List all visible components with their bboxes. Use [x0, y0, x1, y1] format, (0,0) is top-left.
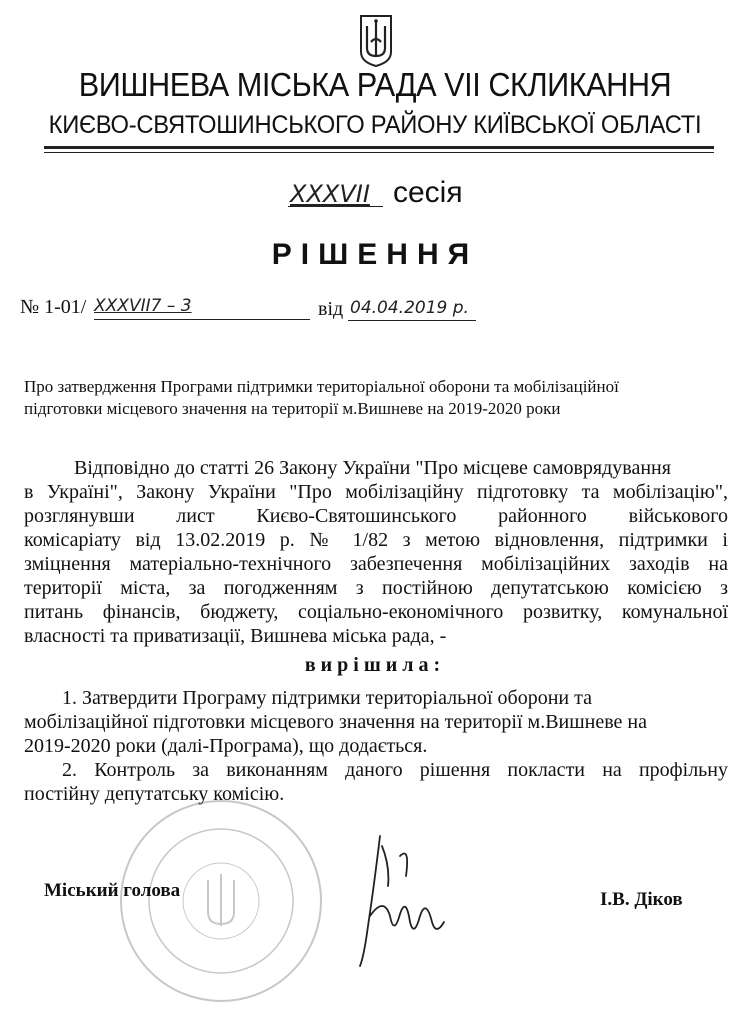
- preamble-line: комісаріату від 13.02.2019 р. № 1/82 з метою відновлення, підтримки і: [24, 529, 728, 551]
- council-name: ВИШНЕВА МІСЬКА РАДА VII СКЛИКАННЯ: [78, 66, 672, 103]
- district-name: КИЄВО-СВЯТОШИНСЬКОГО РАЙОНУ КИЇВСЬКОЇ ОБЛАСТІ: [48, 111, 702, 139]
- decision-date-handwritten: 04.04.2019 р.: [350, 298, 469, 318]
- decided-heading: вирішила:: [304, 654, 446, 676]
- preamble-paragraph: [24, 456, 728, 648]
- decision-number-prefix: № 1-01/: [20, 296, 87, 318]
- preamble-line: питань фінансів, бюджету, соціально-економічного розвитку, комунальної: [24, 601, 728, 623]
- decision-number-line: [94, 319, 310, 320]
- session-label: сесія: [393, 176, 463, 209]
- session-number-line: [288, 206, 383, 207]
- decision-date-line: [348, 320, 476, 321]
- preamble-line: в Україні", Закону України "Про мобілізаційну підготовку та мобілізацію",: [24, 481, 728, 503]
- mayor-name: І.В. Діков: [600, 889, 683, 910]
- document-title: РІШЕННЯ: [271, 238, 479, 271]
- mayor-title: Міський голова: [44, 880, 181, 901]
- preamble-line: Відповідно до статті 26 Закону України "Про місцеве самоврядування: [74, 457, 671, 479]
- decision-item-line: постійну депутатську комісію.: [24, 783, 285, 805]
- preamble-line: території міста, за погодженням з постійною депутатською комісією з: [24, 577, 728, 599]
- decision-number-handwritten: XXXVII7 – 3: [94, 296, 192, 316]
- subject-line: Про затвердження Програми підтримки територіальної оборони та мобілізаційної: [24, 377, 619, 396]
- preamble-line: власності та приватизації, Вишнева міська рада, -: [24, 625, 447, 647]
- header-rule-thick: [44, 146, 714, 149]
- preamble-line: розглянувши лист Києво-Святошинського районного військового: [24, 505, 728, 527]
- decision-subject: [24, 376, 724, 420]
- preamble-line: зміцнення матеріально-технічного забезпечення мобілізаційних заходів на: [24, 553, 728, 575]
- handwritten-signature: [340, 826, 460, 976]
- decision-items: [24, 686, 728, 806]
- decision-date-prefix: від: [318, 298, 344, 320]
- decision-item-line: 1. Затвердити Програму підтримки територіальної оборони та: [62, 687, 592, 709]
- header-rule-thin: [44, 152, 714, 153]
- decision-item-line: 2019-2020 роки (далі-Програма), що додається.: [24, 735, 428, 757]
- trident-emblem-icon: [357, 12, 395, 68]
- session-number-handwritten: XXXVII: [290, 180, 370, 208]
- decision-item-line: 2. Контроль за виконанням даного рішення покласти на профільну: [62, 759, 728, 781]
- decision-item-line: мобілізаційної підготовки місцевого значення на території м.Вишневе на: [24, 711, 647, 733]
- subject-line: підготовки місцевого значення на території м.Вишневе на 2019-2020 роки: [24, 399, 561, 418]
